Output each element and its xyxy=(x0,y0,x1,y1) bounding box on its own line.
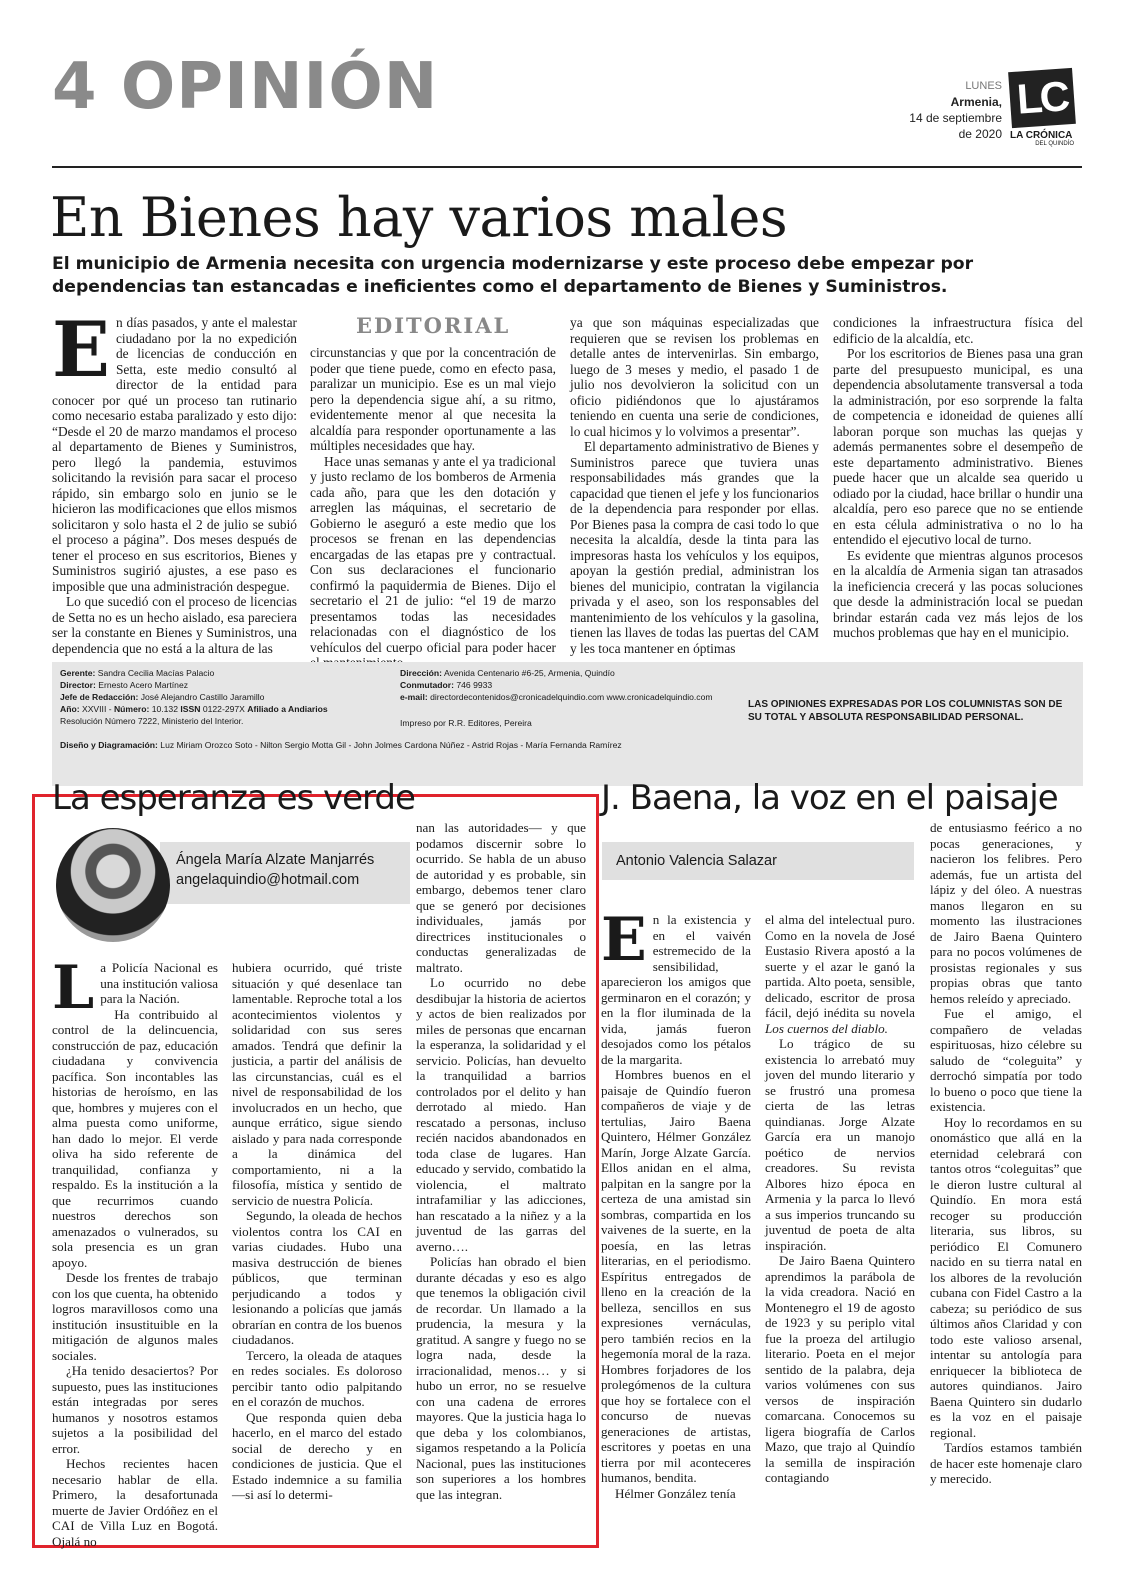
date-line: 14 de septiembre xyxy=(909,111,1002,125)
editorial-column-1 xyxy=(52,305,297,656)
masthead-disclaimer: LAS OPINIONES EXPRESADAS POR LOS COLUMNISTAS SON DE SU TOTAL Y ABSOLUTA RESPONSABILIDAD PERSONAL. xyxy=(748,699,1063,723)
paragraph: Tardíos estamos también de hacer este homenaje claro y merecido. xyxy=(930,1440,1082,1486)
paragraph: Hace unas semanas y ante el ya tradicional y justo reclamo de los bomberos de Armenia cada año, para que les den dotación y arreglen las máquinas, el secretario de Gobierno le aseguró a este medio que los procesos se frenan en las dependencias encargadas de las etapas pre y contractual. Con sus declaraciones el funcionario confirmó la paquidermia de Bienes. Dijo el secretario el 21 de julio: “el 19 de marzo presentamos todas las necesidades relacionadas con el diagnóstico de los vehículos del cuerpo oficial para poder hacer xyxy=(310,453,556,655)
masthead xyxy=(52,662,1083,786)
editorial-column-2 xyxy=(310,345,556,671)
masthead-director: Director: Ernesto Acero Martínez xyxy=(60,680,189,690)
paragraph: el alma del intelectual puro. Como en la novela de José Eustasio Rivera apostó a la suerte y el azar le ganó la partida. Alto poeta, sensible, delicado, escritor de prosa fácil, dejó inédita su novela Los cuernos del diablo. xyxy=(765,912,915,1036)
paragraph: Ha contribuido al control de la delincuencia, construcción de paz, educación ciudadana y convivencia pacífica. Son incontables las historias de heroísmo, en las que, hombres y mujeres con el alma puesta como uniforme, han dado lo mejor. El verde oliva ha sido referente de tranquilidad, confianza y respaldo. Es la institución a la que recurrimos cuando nuestros derechos son amenazados o vulnerados, su sola presencia es un gran apoyo. xyxy=(52,1006,218,1270)
paragraph: Por los escritorios de Bienes pasa una gran parte del presupuesto municipal, es una dependencia absolutamente transversal a toda la administración, por eso sorprende la falta de competencia e idoneidad de quienes allí laboran porque son muchas las quejas y además permanentes sobre el desempeño de este departamento administrativo. Bienes puede hacer que un alcalde sea querido u odiado por la ciudad, hace brillar o hundir una alcaldía, pero eso parece que no se entiende en esta célula administrativa o no lo ha entendido el ejecutivo local de turno. xyxy=(833,346,1083,547)
column-right-col-2 xyxy=(765,912,915,1486)
masthead-diseno: Diseño y Diagramación: Luz Miriam Orozco Soto - Nilton Sergio Motta Gil - John Jolmes Cardona Núñez - Astrid Rojas - María Fernanda Ramírez xyxy=(60,740,622,750)
masthead-direccion: Dirección: Avenida Centenario #6-25, Armenia, Quindío xyxy=(400,668,615,678)
masthead-impreso: Impreso por R.R. Editores, Pereira xyxy=(400,718,532,728)
paragraph: a Policía Nacional es una institución valiosa para la Nación. xyxy=(100,960,219,1006)
masthead-issue: Año: XXVIII - Número: 10.132 ISSN 0122-297X Afiliado a Andiarios xyxy=(60,704,328,714)
column-right-col-1 xyxy=(601,905,751,1501)
paragraph: Que responda quien deba hacerlo, en el marco del estado social de derecho y en condiciones de justicia. Que el Estado indemnice a su familia —si así lo determi- xyxy=(232,1409,402,1502)
column-left-col-3 xyxy=(416,820,586,1502)
editorial-label: EDITORIAL xyxy=(356,313,511,338)
column-left-title: La esperanza es verde xyxy=(52,778,415,818)
paragraph: n la existencia y en el vaivén estremecido de la sensibilidad, aparecieron los amigos que germinaron en el corazón; y en la flor iluminada de la vida, jamás fueron desojados como los pétalos de la margarita. xyxy=(601,912,751,1067)
paragraph: nan las autoridades— y que podamos discernir sobre lo ocurrido. Se habla de un abuso de autoridad y es probable, sin embargo, debemos tener claro que se generó por decisiones individuales, jamás por directrices institucionales o conductas generalizadas de maltrato. xyxy=(416,820,586,975)
logo-name: LA CRÓNICA xyxy=(1010,130,1073,141)
section-title: 4 OPINIÓN xyxy=(52,50,439,124)
column-left-col-2 xyxy=(232,960,402,1503)
paragraph: de entusiasmo feérico a no pocas generaciones, y nacieron los felibres. Pero además, fue un artista del lápiz y del óleo. A nuestras manos llegaron en su momento las ilustraciones de Jairo Baena Quintero para no pocos volúmenes de prosistas regionales y sus propias obras que tanto hemos releído y apreciado. xyxy=(930,820,1082,1006)
date-year: de 2020 xyxy=(958,127,1002,141)
column-left-email: angelaquindio@hotmail.com xyxy=(176,872,360,888)
paragraph: Policías han obrado el bien durante décadas y eso es algo que tenemos la obligación civil de recordar. Un llamado a la prudencia, la mesura y la gratitud. A sangre y fuego no se logra nada, desde la irracionalidad, menos… y si hubo un error, no se resuelve con una cadena de errores mayores. Que la justicia haga lo que deba y los colombianos, sigamos respetando a la Policía Nacional, pues las instituciones son superiores a los hombres que las integran. xyxy=(416,1254,586,1502)
editorial-subtitle: El municipio de Armenia necesita con urgencia modernizarse y este proceso debe empezar por dependencias tan estancadas e ineficientes como el departamento de Bienes y Suministros. xyxy=(52,254,974,297)
author-avatar xyxy=(56,828,170,942)
paragraph: Lo ocurrido no debe desdibujar la historia de aciertos y actos de bien realizados por miles de personas que encarnan la esperanza, la solidaridad y el servicio. Policías, han devuelto la tranquilidad a barrios controlados por el delito y han derrotado al miedo. Han rescatado a personas, incluso recién nacidos abandonados en toda clase de lugares. Han educado y servido, combatido la violencia, el maltrato intrafamiliar y las adicciones, han rescatado a la niñez y a la juventud de las garras del averno…. xyxy=(416,975,586,1254)
newspaper-logo xyxy=(1010,70,1082,158)
paragraph: circunstancias y que por la concentración de poder que tiene puede, como en efecto pasa, paralizar un municipio. Ese es un mal viejo pero la dependencia sigue ahí, a su ritmo, evidentemente menor al que necesita la alcaldía para responder oportunamente a las múltiples necesidades que hay. xyxy=(310,345,556,453)
date-city: Armenia, xyxy=(950,95,1002,109)
column-right-author: Antonio Valencia Salazar xyxy=(616,853,777,869)
date-block xyxy=(880,78,1002,142)
paragraph: Lo que sucedió con el proceso de licencias de Setta no es un hecho aislado, esa pareciera ser la constante en Bienes y Suministros, una dependencia que no está a la altura de las xyxy=(52,594,297,656)
paragraph: ya que son máquinas especializadas que requieren que se revisen los problemas en detalle antes de intervenirlas. Sin embargo, luego de 3 meses y medio, el pasado 1 de julio nos devolvieron la solicitud con un oficio pidiéndonos que lo ajustáramos teniendo en cuenta una serie de condiciones, lo cual hicimos y lo volvimos a presentar”. xyxy=(570,315,819,439)
column-left-col-1 xyxy=(52,953,219,1549)
paragraph: condiciones la infraestructura física del edificio de la alcaldía, etc. xyxy=(833,315,1083,346)
paragraph: Hechos recientes hacen necesario hablar de ella. Primero, la desafortunada muerte de Javier Ordóñez en el CAI de Villa Luz en Bogotá. Ojalá no xyxy=(52,1456,218,1549)
book-title: Los cuernos del diablo. xyxy=(765,1020,888,1036)
masthead-jefe: Jefe de Redacción: José Alejandro Castillo Jaramillo xyxy=(60,692,265,702)
editorial-column-4 xyxy=(833,315,1083,641)
paragraph: ¿Ha tenido desaciertos? Por supuesto, pues las instituciones están integradas por seres humanos y nosotros estamos sujetos a la posibilidad del error. xyxy=(52,1363,218,1456)
paragraph: Hombres buenos en el paisaje de Quindío fueron compañeros de viaje y de tertulias, Jairo Baena Quintero, Hélmer González Marín, Jorge Alzate García. Ellos anidan en el alma, palpitan en la sangre por la certeza de una amistad sin sombras, compartida en los vaivenes de la suerte, en la poesía, en las letras literarias, en el periodismo. Espíritus entregados de lleno en la creación de la belleza, sencillos en sus expresiones vernáculas, pero también recios en la hegemonía moral de la raza. Hombres forjadores de los prolegómenos de la cultura que hoy se fortalece con el concurso de nuevas generaciones de artistas, escritores y poetas en una tierra por mil aconteceres humanos, bendita. xyxy=(601,1067,751,1485)
logo-mark: LC xyxy=(1008,68,1076,128)
paragraph: Desde los frentes de trabajo con los que cuenta, ha obtenido logros maravillosos como una institución insustituible en la mitigación de algunos males sociales. xyxy=(52,1270,218,1363)
paragraph: Es evidente que mientras algunos procesos en la alcaldía de Armenia sigan tan atrasados la ineficiencia crecerá y las pocas soluciones que desde la administración local se puedan brindar estarán cada vez más lejos de los muchos problemas que hay en el municipio. xyxy=(833,547,1083,640)
column-left-dropcap: L xyxy=(52,953,95,1023)
column-left-author: Ángela María Alzate Manjarrés xyxy=(176,852,375,868)
column-right-col-3 xyxy=(930,820,1082,1487)
editorial-column-3 xyxy=(570,315,819,656)
paragraph: Lo trágico de su existencia lo arrebató muy joven del mundo literario y se frustró una promesa cierta de las letras quindianas. Jorge Alzate García era un manojo poético de nervios creadores. Su revista Albores hizo época en Armenia y la parca lo llevó a sus imperios truncando su juventud de poeta de alta inspiración. xyxy=(765,1036,915,1253)
paragraph: Segundo, la oleada de hechos violentos contra los CAI en varias ciudades. Hubo una masiva destrucción de bienes públicos, que terminan perjudicando a todos y lesionando a policías que jamás obrarían en contra de los buenos ciudadanos. xyxy=(232,1208,402,1347)
date-day: LUNES xyxy=(965,80,1002,92)
paragraph: Fue el amigo, el compañero de veladas espirituosas, hizo célebre su saludo de “coleguita” y derrochó simpatía por todo lo bueno o poco que tiene la existencia. xyxy=(930,1006,1082,1114)
logo-sub: DEL QUINDÍO xyxy=(1035,141,1074,147)
editorial-headline: En Bienes hay varios males xyxy=(50,186,788,249)
masthead-gerente: Gerente: Sandra Cecilia Macías Palacio xyxy=(60,668,215,678)
paragraph: n días pasados, y ante el malestar ciudadano por la no expedición de licencias de conducción en Setta, este medio consultó al director de la entidad para conocer por qué un proceso tan rutinario como necesario estaba paralizado y esto dijo: “Desde el 20 de marzo mandamos el proceso al departamento de Bienes y Suministros, pero llegó la pandemia, estuvimos solicitando la revisión para sacar el proceso rápido, sin embargo solo en junio se le hicieron las modificaciones que ellos mismos solicitaron y solo hasta el 2 de julio se subió el proceso a página”. Dos meses después de tener el proceso en sus escritorios, Bienes y Suministros sugirió ajustes, a ese paso es imposible que una administración despegue. xyxy=(52,315,297,594)
paragraph: Tercero, la oleada de ataques en redes sociales. Es doloroso percibir tanto odio palpitando en el corazón de muchos. xyxy=(232,1347,402,1409)
header-divider xyxy=(52,166,1082,168)
column-right-title: J. Baena, la voz en el paisaje xyxy=(601,778,1058,818)
paragraph: hubiera ocurrido, qué triste situación y qué desenlace tan lamentable. Reproche total a los acontecimientos violentos y solidaridad con sus seres amados. Tendrá que definir la justicia, a partir del análisis de las circunstancias, cuál es el nivel de responsabilidad de los involucrados en un hecho, que aunque errático, sigue siendo aislado y para nada corresponde a la dinámica del comportamiento, ni a la filosofía, mística y sentido de servicio de nuestra Policía. xyxy=(232,960,402,1208)
paragraph: El departamento administrativo de Bienes y Suministros parece que tuviera unas responsabilidades más grandes que la capacidad que tienen el jefe y los funcionarios de la dependencia para responder por ellas. Por Bienes pasa la compra de casi todo lo que necesita la alcaldía, desde la tinta para las impresoras hasta los vehículos y los equipos, apoyan la gestión predial, administran los bienes del municipio, contratan la vigilancia privada y el aseo, son los responsables del mantenimiento de los vehículos y la gasolina, tienen las llaves de todas las puertas del CAM y les toca mantener en óptimas xyxy=(570,439,819,656)
paragraph: Hoy lo recordamos en su onomástico que allá en la eternidad celebrará con tantos otros “coleguitas” que le dieron lustre cultural al Quindío. En mora está recoger su producción literaria, sus libros, su periódico El Comunero nacido en su tierra natal en los albores de la revolución cubana con Fidel Castro a la cabeza; su periódico de sus últimos años Claridad y con todo este valioso arsenal, intentar su antología para enriquecer la biblioteca de autores quindianos. Jairo Baena Quintero sin dudarlo es la voz en el paisaje regional. xyxy=(930,1114,1082,1440)
masthead-conmutador: Conmutador: 746 9933 xyxy=(400,680,493,690)
masthead-resolucion: Resolución Número 7222, Ministerio del Interior. xyxy=(60,716,244,726)
masthead-email: e-mail: directordecontenidos@cronicadelquindio.com www.cronicadelquindio.com xyxy=(400,692,713,702)
editorial-dropcap: E xyxy=(52,305,110,394)
paragraph: Hélmer González tenía xyxy=(615,1485,736,1501)
paragraph: De Jairo Baena Quintero aprendimos la parábola de la vida creadora. Nació en Montenegro el 19 de agosto de 1923 y su periplo vital fue la proeza del artilugio literario. Poeta en el mejor sentido de la palabra, deja varios volúmenes con sus versos de inspiración comarcana. Conocemos su ligera biografía de Carlos Mazo, que trajo al Quindío la semilla de inspiración contagiando xyxy=(765,1253,915,1485)
column-right-dropcap: E xyxy=(601,905,647,975)
